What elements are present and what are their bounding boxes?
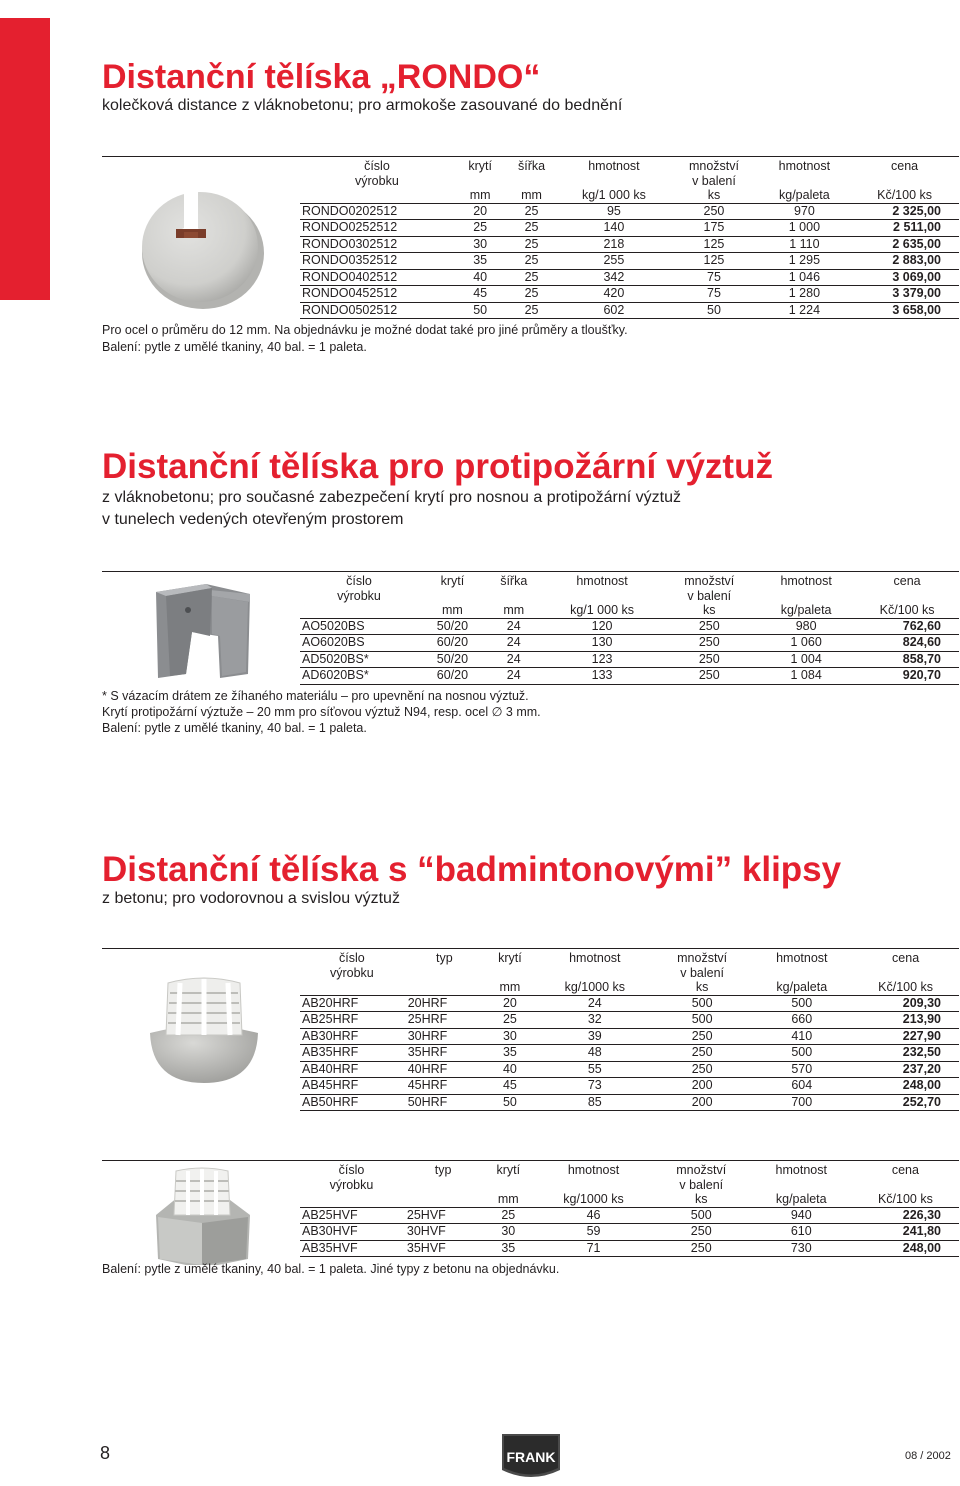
- fire-table: [300, 572, 959, 685]
- table-row: AB35HVF 35HVF 35 71 250 730 248,00: [300, 1240, 959, 1257]
- header-mnozstvi: množství: [677, 951, 728, 965]
- header-mnozstvi: množství: [688, 159, 739, 173]
- table-row: RONDO0402512 40 25 342 75 1 046 3 069,00: [300, 269, 959, 286]
- page-number: 8: [100, 1443, 111, 1463]
- section-title-fire: Distanční tělíska pro protipožární výztuž: [102, 447, 773, 486]
- header-v-baleni: v balení: [680, 965, 725, 980]
- header-typ: typ: [434, 1163, 452, 1177]
- header-kryti: krytí: [498, 951, 522, 965]
- header-v-baleni: v balení: [692, 173, 736, 188]
- header-hmotnost-unit: kg/1000 ks: [564, 980, 626, 994]
- header-kryti-unit: mm: [499, 980, 521, 994]
- table-row: RONDO0252512 25 25 140 175 1 000 2 511,00: [300, 220, 959, 237]
- badminton-vertical-table: [300, 1161, 959, 1257]
- header-sirka-unit: mm: [503, 603, 525, 617]
- header-cislo: číslo: [346, 574, 372, 588]
- table-row: AO6020BS 60/20 24 130 250 1 060 824,60: [300, 635, 959, 652]
- section-subtitle-badminton: z betonu; pro vodorovnou a svislou výztuž: [102, 890, 400, 907]
- header-cena-unit: Kč/100 ks: [877, 1192, 933, 1206]
- product-block-fire: [102, 571, 959, 687]
- header-vyrobku: výrobku: [329, 965, 374, 980]
- header-kryti: krytí: [496, 1163, 521, 1177]
- header-sirka: šířka: [517, 159, 546, 173]
- header-mnozstvi-unit: ks: [695, 980, 709, 994]
- table-row: AD5020BS* 50/20 24 123 250 1 004 858,70: [300, 651, 959, 668]
- header-mnozstvi-unit: ks: [703, 603, 716, 617]
- section-subtitle-rondo: kolečková distance z vláknobetonu; pro armokoše zasouvané do bednění: [102, 97, 623, 114]
- table-row: AB30HRF 30HRF 30 39 250 410 227,90: [300, 1028, 959, 1045]
- header-hmotnost-unit: kg/1 000 ks: [581, 188, 646, 202]
- badminton-table: [300, 949, 959, 1111]
- header-mnozstvi-unit: ks: [694, 1192, 708, 1206]
- header-cena: cena: [892, 951, 920, 965]
- table-row: RONDO0452512 45 25 420 75 1 280 3 379,00: [300, 286, 959, 303]
- table-row: AB25HVF 25HVF 25 46 500 940 226,30: [300, 1207, 959, 1224]
- header-cena: cena: [893, 574, 921, 588]
- header-kryti: krytí: [440, 574, 465, 588]
- header-vyrobku: výrobku: [329, 1177, 374, 1192]
- table-row: AB40HRF 40HRF 40 55 250 570 237,20: [300, 1061, 959, 1078]
- header-cislo: číslo: [338, 1163, 365, 1177]
- frank-logo: [498, 1430, 564, 1484]
- fire-spacer-photo: [146, 580, 258, 680]
- rondo-table: [300, 157, 959, 319]
- section-title-rondo: Distanční tělíska „RONDO“: [102, 58, 541, 96]
- header-kryti: krytí: [468, 159, 492, 173]
- product-block-badminton: [102, 948, 959, 1114]
- table-row: AB50HRF 50HRF 50 85 200 700 252,70: [300, 1094, 959, 1111]
- section-subtitle-fire-2: v tunelech vedených otevřeným prostorem: [102, 511, 404, 528]
- badminton-clip-vertical-spacer-photo: [148, 1167, 256, 1269]
- section-subtitle-fire-1: z vláknobetonu; pro současné zabezpečení krytí pro nosnou a protipožární výztuž: [102, 489, 682, 506]
- table-row: AO5020BS 50/20 24 120 250 980 762,60: [300, 618, 959, 635]
- header-sirka: šířka: [500, 574, 528, 588]
- badminton-clip-spacer-photo: [146, 973, 262, 1085]
- note-fire-1: * S vázacím drátem ze žíhaného materiálu – pro upevnění na nosnou výztuž.: [102, 689, 529, 703]
- header-mnozstvi-unit: ks: [707, 188, 721, 202]
- header-hmotnost-unit: kg/1 000 ks: [570, 603, 635, 617]
- table-row: RONDO0202512 20 25 95 250 970 2 325,00: [300, 203, 959, 220]
- header-kryti-unit: mm: [497, 1192, 519, 1206]
- table-row: AB20HRF 20HRF 20 24 500 500 209,30: [300, 995, 959, 1012]
- red-side-tab: [0, 18, 50, 300]
- header-hmotnost-paleta: hmotnost: [776, 951, 828, 965]
- header-hmotnost-paleta: hmotnost: [775, 1163, 827, 1177]
- note-fire-2: Krytí protipožární výztuže – 20 mm pro síťovou výztuž N94, resp. ocel ∅ 3 mm.: [102, 705, 541, 719]
- table-row: AB45HRF 45HRF 45 73 200 604 248,00: [300, 1078, 959, 1095]
- note-rondo-1: Pro ocel o průměru do 12 mm. Na objednávku je možné dodat také pro jiné průměry a tloušťky.: [102, 323, 628, 337]
- header-cena: cena: [891, 159, 919, 173]
- table-row: RONDO0352512 35 25 255 125 1 295 2 883,00: [300, 253, 959, 270]
- note-badminton: Balení: pytle z umělé tkaniny, 40 bal. = 1 paleta. Jiné typy z betonu na objednávku.: [102, 1262, 560, 1276]
- header-hmotnost-paleta: hmotnost: [778, 159, 831, 173]
- header-typ: typ: [436, 951, 453, 965]
- header-v-baleni: v balení: [679, 1177, 724, 1192]
- header-mnozstvi: množství: [676, 1163, 727, 1177]
- table-row: RONDO0302512 30 25 218 125 1 110 2 635,00: [300, 236, 959, 253]
- header-cislo: číslo: [339, 951, 365, 965]
- table-row: RONDO0502512 50 25 602 50 1 224 3 658,00: [300, 302, 959, 319]
- product-block-badminton-vertical: [102, 1160, 959, 1260]
- header-paleta-unit: kg/paleta: [779, 188, 830, 202]
- section-title-badminton: Distanční tělíska s “badmintonovými” klipsy: [102, 850, 842, 889]
- header-vyrobku: výrobku: [337, 588, 381, 603]
- header-vyrobku: výrobku: [355, 173, 399, 188]
- table-row: AD6020BS* 60/20 24 133 250 1 084 920,70: [300, 668, 959, 685]
- frank-logo-text: FRANK: [506, 1449, 556, 1465]
- table-row: AB30HVF 30HVF 30 59 250 610 241,80: [300, 1224, 959, 1241]
- issue-date: 08 / 2002: [905, 1450, 951, 1462]
- header-cislo: číslo: [364, 159, 390, 173]
- header-v-baleni: v balení: [687, 588, 732, 603]
- table-row: AB35HRF 35HRF 35 48 250 500 232,50: [300, 1045, 959, 1062]
- header-cena-unit: Kč/100 ks: [879, 603, 935, 617]
- header-paleta-unit: kg/paleta: [780, 603, 832, 617]
- header-cena: cena: [891, 1163, 919, 1177]
- note-fire-3: Balení: pytle z umělé tkaniny, 40 bal. = 1 paleta.: [102, 721, 367, 735]
- header-hmotnost-paleta: hmotnost: [780, 574, 832, 588]
- header-hmotnost: hmotnost: [576, 574, 628, 588]
- rondo-spacer-photo: [140, 187, 266, 311]
- header-paleta-unit: kg/paleta: [776, 980, 828, 994]
- header-cena-unit: Kč/100 ks: [877, 188, 932, 202]
- header-kryti-unit: mm: [441, 603, 463, 617]
- note-rondo-2: Balení: pytle z umělé tkaniny, 40 bal. = 1 paleta.: [102, 340, 367, 354]
- header-hmotnost: hmotnost: [569, 951, 621, 965]
- header-kryti-unit: mm: [469, 188, 491, 202]
- header-paleta-unit: kg/paleta: [775, 1192, 827, 1206]
- header-cena-unit: Kč/100 ks: [878, 980, 934, 994]
- table-row: AB25HRF 25HRF 25 32 500 660 213,90: [300, 1012, 959, 1029]
- header-hmotnost: hmotnost: [588, 159, 640, 173]
- header-hmotnost: hmotnost: [567, 1163, 620, 1177]
- header-hmotnost-unit: kg/1000 ks: [563, 1192, 624, 1206]
- product-block-rondo: [102, 156, 959, 323]
- header-sirka-unit: mm: [521, 188, 542, 202]
- header-mnozstvi: množství: [684, 574, 735, 588]
